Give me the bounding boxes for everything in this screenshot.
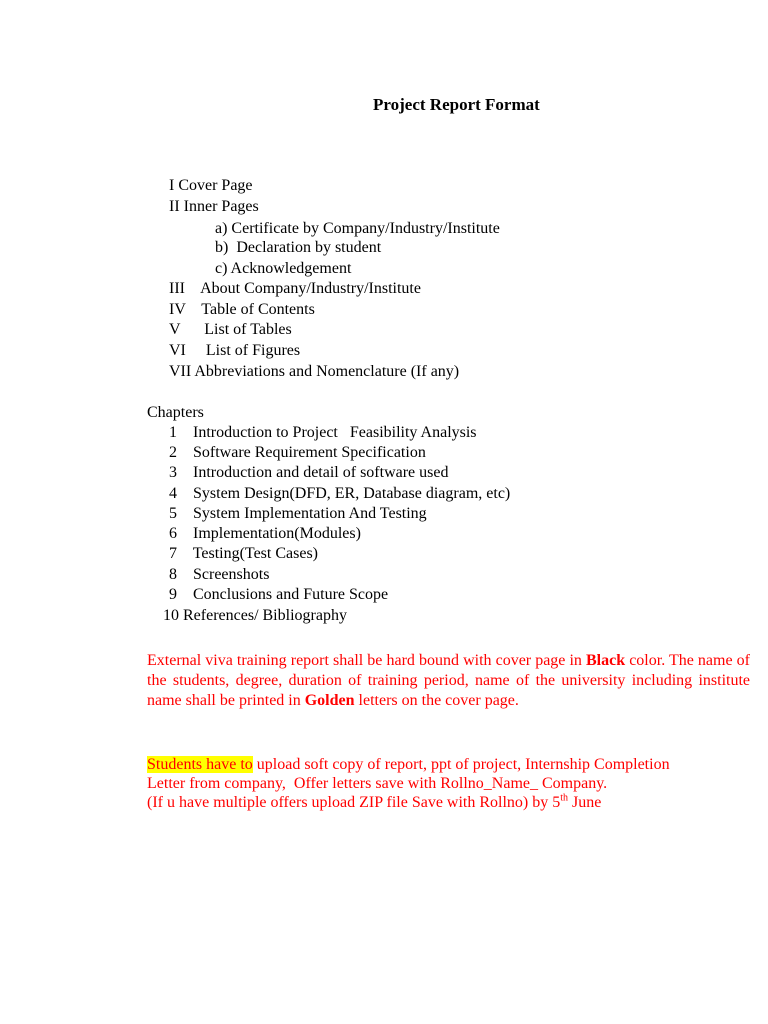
front-matter-item: I Cover Page: [169, 177, 253, 194]
binding-instructions-text: color. The name of the students, degree, duration of training period, name of the university including institute name shall be printed in: [147, 652, 750, 709]
black-color-emphasis: Black: [586, 652, 626, 669]
chapter-item: 6 Implementation(Modules): [169, 525, 361, 542]
upload-instructions-line: [147, 793, 601, 813]
upload-instructions-line: Letter from company, Offer letters save with Rollno_Name_ Company.: [147, 775, 608, 792]
chapters-heading: Chapters: [147, 404, 204, 421]
chapter-item: 2 Software Requirement Specification: [169, 444, 426, 461]
front-matter-item: II Inner Pages: [169, 198, 259, 215]
chapter-item: 7 Testing(Test Cases): [169, 545, 318, 562]
front-matter-item: VI List of Figures: [169, 342, 301, 359]
upload-instructions-text: upload soft copy of report, ppt of project, Internship Completion: [252, 756, 670, 773]
binding-instructions-text: External viva training report shall be hard bound with cover page in: [147, 652, 586, 669]
front-matter-subitem: a) Certificate by Company/Industry/Institute: [215, 220, 500, 237]
front-matter-item: V List of Tables: [169, 321, 292, 338]
front-matter-subitem: c) Acknowledgement: [215, 260, 352, 277]
front-matter-subitem: b) Declaration by student: [215, 239, 382, 256]
chapter-item: 5 System Implementation And Testing: [169, 505, 427, 522]
front-matter-item: VII Abbreviations and Nomenclature (If any): [169, 363, 460, 380]
golden-letters-emphasis: Golden: [304, 692, 355, 709]
upload-instructions-text: June: [568, 794, 602, 811]
upload-instructions-line: [147, 755, 670, 775]
binding-instructions-text: letters on the cover page.: [354, 692, 519, 709]
chapter-item: 9 Conclusions and Future Scope: [169, 586, 389, 603]
chapter-item: 10 References/ Bibliography: [163, 607, 347, 624]
upload-instructions-text: (If u have multiple offers upload ZIP file Save with Rollno) by 5: [147, 794, 561, 811]
page-title: Project Report Format: [373, 95, 540, 114]
binding-instructions: [147, 651, 750, 711]
front-matter-item: IV Table of Contents: [169, 301, 315, 318]
chapter-item: 3 Introduction and detail of software used: [169, 464, 449, 481]
highlighted-text: Students have to: [147, 756, 253, 773]
front-matter-item: III About Company/Industry/Institute: [169, 280, 421, 297]
chapter-item: 1 Introduction to Project Feasibility Analysis: [169, 424, 477, 441]
ordinal-suffix: th: [560, 792, 569, 804]
chapter-item: 8 Screenshots: [169, 566, 270, 583]
chapter-item: 4 System Design(DFD, ER, Database diagram, etc): [169, 485, 511, 502]
